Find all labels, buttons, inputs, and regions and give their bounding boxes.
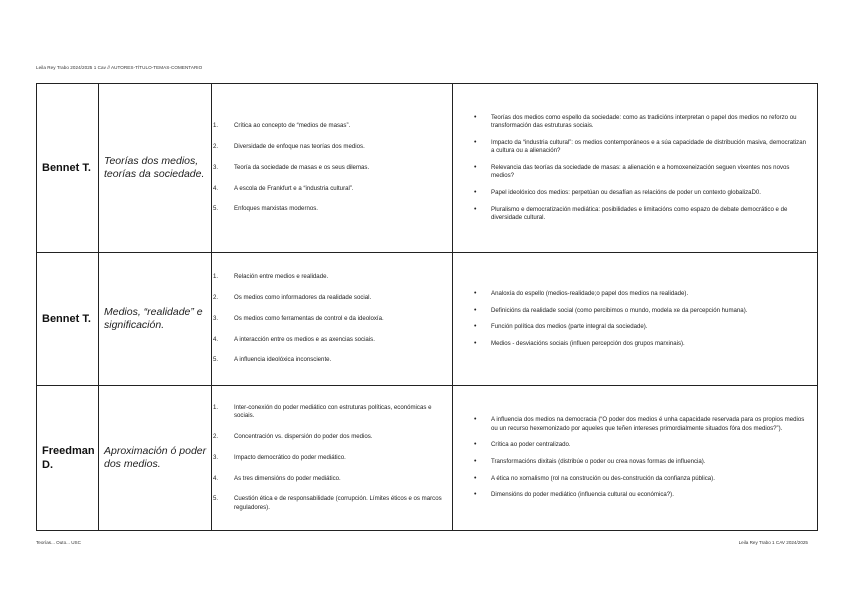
bullet-icon: • [474,458,477,465]
comment-item: • Transformacións dixitais (distribúe o poder ou crea novas formas de influencia). [474,458,706,465]
topics-list [212,122,452,213]
comment-item: • Medios - desviacións sociais (influen percepción dos grupos marxinais). [474,339,685,347]
topic-item: 1. Relación entre medios e realidade. [213,273,329,281]
bullet-icon: • [474,289,477,297]
bullet-icon: • [474,339,477,347]
comment-item: • A ética no xornalismo (rol na construción ou des-construción da confianza pública). [474,474,715,482]
comments-list [453,114,817,222]
topic-item: 4. A interacción entre os medios e as axencias sociais. [213,335,375,343]
comments-cell [453,253,818,386]
topic-item: 1. Crítica ao concepto de “medios de masas”. [213,122,351,130]
bullet-icon: • [474,416,477,424]
topic-item: 4. A escola de Frankfurt e a “industria cultural”. [213,184,354,192]
comment-item: • Papel ideolóxico dos medios: perpetúan ou desafían as relacións de poder un contexto globalizaD0. [474,188,761,196]
page-footer-left: Teorías... Outo... USC [36,540,81,545]
comment-item: • Analoxía do espello (medios-realidade;o papel dos medios na realidade). [474,289,689,297]
topic-item: 5. A influencia ideolóxica inconsciente. [213,356,332,364]
author-cell: Bennet T. [37,253,99,386]
author-cell: Freedman D. [37,386,99,531]
comment-item: • Definicións da realidade social (como percibimos o mundo, modela xe da percepción humana). [474,306,748,314]
topic-item: 5. Enfoques marxistas modernos. [213,205,318,213]
topic-item: 3. Impacto democrático do poder mediático. [213,453,346,461]
topic-item: 2. Concentración vs. dispersión do poder dos medios. [213,433,373,441]
bullet-icon: • [474,205,477,213]
comments-cell [453,84,818,253]
topic-item: 3. Teoría da sociedade de masas e os seus dilemas. [213,163,370,171]
topics-cell [212,386,453,531]
bullet-icon: • [474,474,477,482]
title-cell: Aproximación ó poder dos medios. [99,386,212,531]
topic-item: 3. Os medios como ferramentas de control e da ideoloxía. [213,314,384,322]
comment-item: • A influencia dos medios na democracia (“O poder dos medios é unha capacidade reservada para os propios medios ou un recurso hexemonizado por aqueles que teñen intereses primordialmente situados fóra dos medios?”). [474,416,805,432]
bullet-icon: • [474,491,477,499]
comments-list [453,416,817,499]
table-row [37,386,818,531]
bullet-icon: • [474,163,477,171]
bullet-icon: • [474,188,477,196]
topic-item: 1. Inter-conexión do poder mediático con estruturas políticas, económicas e sociais. [213,404,432,420]
page-footer-right: Leila Rey Trabo 1 CAV 2024/2025 [738,540,808,545]
topics-list [212,404,452,511]
table-row [37,253,818,386]
comment-item: • Función política dos medios (parte integral da sociedade). [474,323,648,331]
comments-list [453,290,817,348]
bullet-icon: • [474,114,477,122]
topics-cell [212,84,453,253]
topic-item: 4. As tres dimensións do poder mediático. [213,474,341,482]
comment-item: • Pluralismo e democratización mediática: posibilidades e limitacións como espazo de debate democrático e de diversidade cultural. [474,205,788,221]
comment-item: • Impacto da “industria cultural”: os medios contemporáneos e a súa capacidade de distribución masiva, democratizan a cultura ou a alienación? [474,138,807,155]
bullet-icon: • [474,306,477,314]
authors-table [36,83,818,531]
topic-item: 2. Diversidade de enfoque nas teorías dos medios. [213,143,365,151]
comment-item: • Dimensións do poder mediático (influencia cultural ou económica?). [474,491,674,499]
topics-cell [212,253,453,386]
bullet-icon: • [474,441,477,449]
topic-item: 2. Os medios como informadores da realidade social. [213,294,372,302]
topics-list [212,273,452,364]
table-row [37,84,818,253]
author-cell: Bennet T. [37,84,99,253]
topic-item: 5. Cuestión ética e de responsabilidade (corrupción. Límites éticos e os marcos reguladores). [213,495,442,511]
comments-cell [453,386,818,531]
comment-item: • Crítica ao poder centralizado. [474,441,571,449]
page-header: Leila Rey Trabo 2024/2025 1 Cav // AUTORES-TÍTULO-TEMAS-COMENTARIO [36,65,203,70]
title-cell: Teorías dos medios, teorías da sociedade. [99,84,212,253]
comment-item: • Relevancia das teorías da sociedade de masas: a alienación e a homoxeneización seguen vixentes nos novos medios? [474,163,790,180]
title-cell: Medios, “realidade” e significación. [99,253,212,386]
comment-item: • Teorías dos medios como espello da sociedade: como as tradicións interpretan o papel dos medios no reforzo ou transformación das estruturas sociais. [474,114,797,130]
bullet-icon: • [474,323,477,331]
bullet-icon: • [474,138,477,146]
